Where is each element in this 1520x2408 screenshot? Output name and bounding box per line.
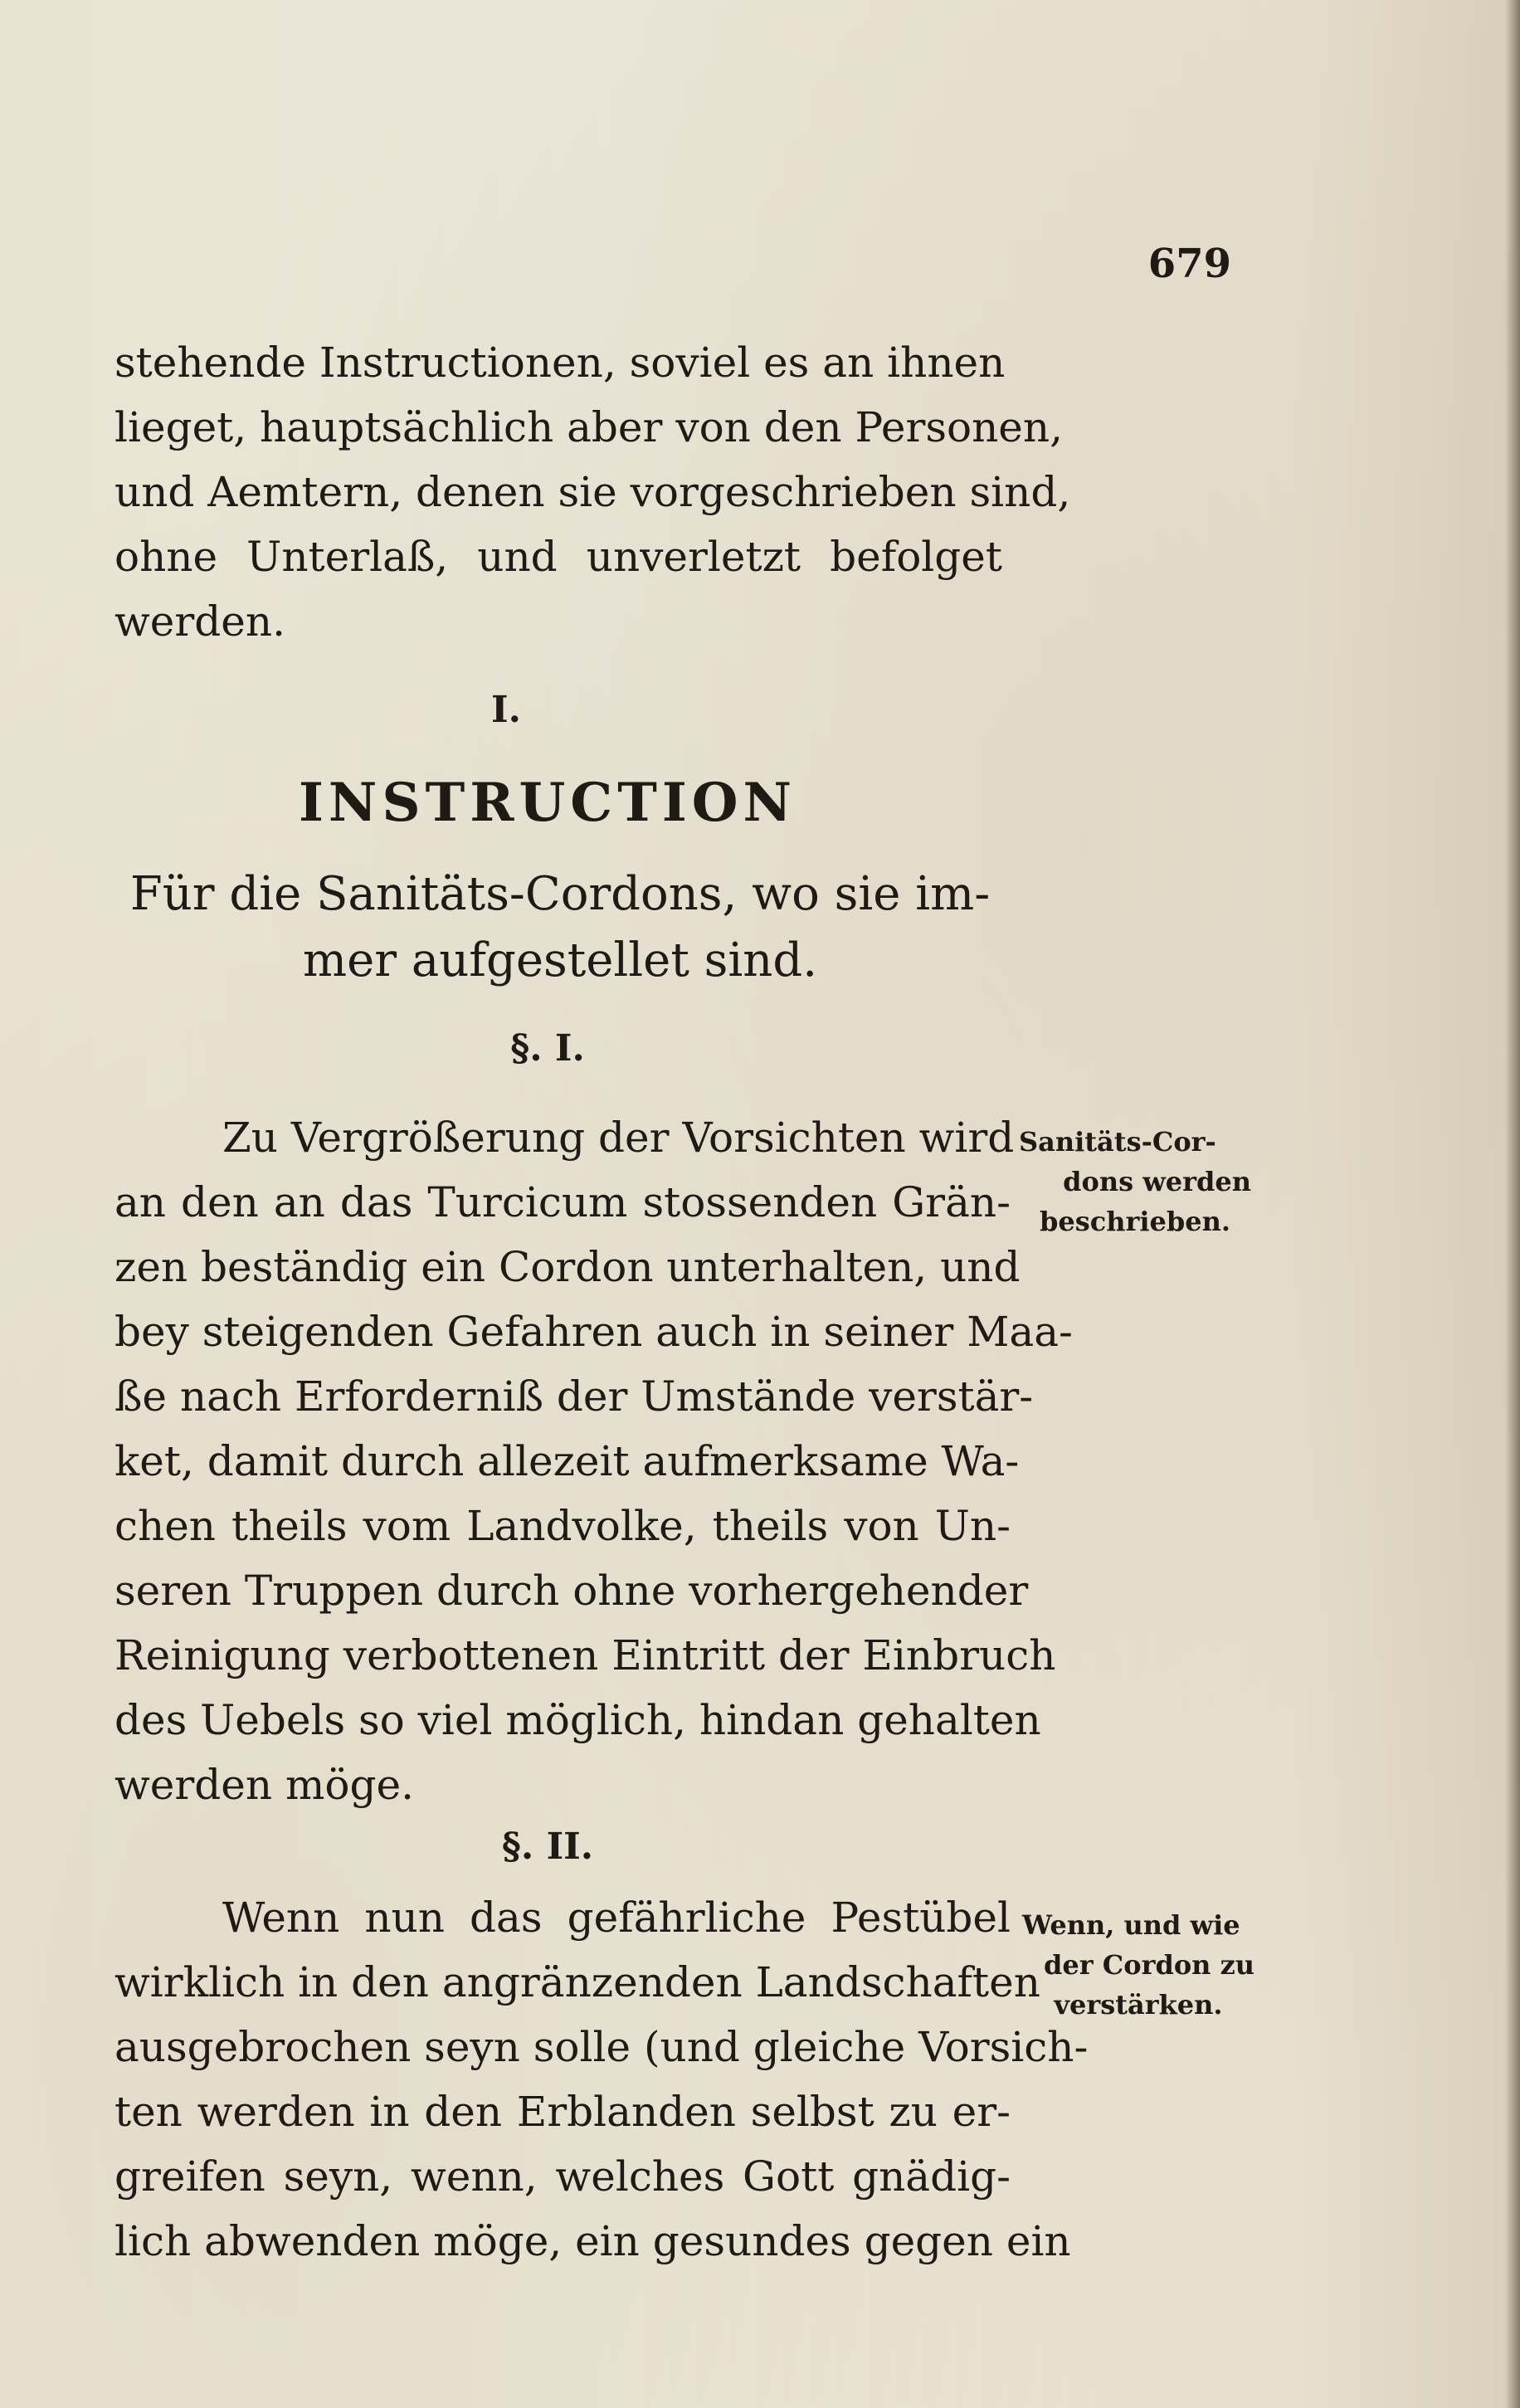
margin-note-line: Wenn, und wie (1022, 1909, 1240, 1941)
text-line: Zu Vergrößerung der Vorsichten wird (222, 1114, 1015, 1162)
page-number: 679 (1147, 241, 1231, 287)
text-line: lich abwenden möge, ein gesundes gegen ein (114, 2217, 1071, 2265)
text-line: ten werden in den Erblanden selbst zu er- (114, 2088, 1011, 2136)
text-line: Wenn nun das gefährliche Pestübel (222, 1894, 1011, 1942)
paragraph-heading: §. II. (501, 1825, 594, 1868)
subtitle-line: Für die Sanitäts-Cordons, wo sie im- (129, 867, 991, 921)
text-line: stehende Instructionen, soviel es an ihnen (114, 339, 1006, 387)
page-edge-shadow (1505, 0, 1520, 2408)
text-line: ket, damit durch allezeit aufmerksame Wa- (114, 1437, 1020, 1485)
text-line: chen theils vom Landvolke, theils von Un- (114, 1502, 1011, 1550)
text-line: werden. (114, 597, 285, 646)
text-line: ße nach Erforderniß der Umstände verstär- (114, 1372, 1034, 1421)
paragraph-2 (114, 1885, 1089, 2274)
text-line: zen beständig ein Cordon unterhalten, und (114, 1243, 1021, 1291)
text-line: bey steigenden Gefahren auch in seiner Maa- (114, 1308, 1073, 1356)
margin-note-line: dons werden (1063, 1166, 1251, 1197)
intro-paragraph (114, 330, 1071, 654)
text-line: ohne Unterlaß, und unverletzt befolget (114, 533, 1002, 581)
text-line: seren Truppen durch ohne vorhergehender (114, 1567, 1029, 1615)
margin-note-line: verstärken. (1054, 1989, 1223, 2020)
margin-note-line: beschrieben. (1039, 1206, 1230, 1237)
text-line: Reinigung verbottenen Eintritt der Einbruch (114, 1631, 1056, 1679)
subtitle-line: mer aufgestellet sind. (303, 933, 817, 987)
text-line: ausgebrochen seyn solle (und gleiche Vorsich- (114, 2023, 1089, 2071)
text-line: und Aemtern, denen sie vorgeschrieben sind, (114, 468, 1071, 516)
paragraph-heading: §. I. (510, 1027, 585, 1070)
margin-note-line: der Cordon zu (1044, 1949, 1254, 1981)
section-subtitle (116, 861, 1004, 994)
margin-note (1019, 1122, 1251, 1241)
text-line: wirklich in den angränzenden Landschaften (114, 1958, 1040, 2006)
text-line: greifen seyn, wenn, welches Gott gnädig- (114, 2152, 1011, 2201)
text-line: werden möge. (114, 1761, 414, 1809)
margin-note-line: Sanitäts-Cor- (1019, 1126, 1216, 1158)
section-number: I. (491, 689, 521, 731)
paragraph-1 (114, 1105, 1073, 1817)
text-line: lieget, hauptsächlich aber von den Personen, (114, 403, 1063, 451)
margin-note (1022, 1905, 1254, 2025)
section-title: INSTRUCTION (298, 772, 797, 834)
text-line: an den an das Turcicum stossenden Grän- (114, 1178, 1011, 1226)
text-line: des Uebels so viel möglich, hindan gehalten (114, 1696, 1041, 1744)
